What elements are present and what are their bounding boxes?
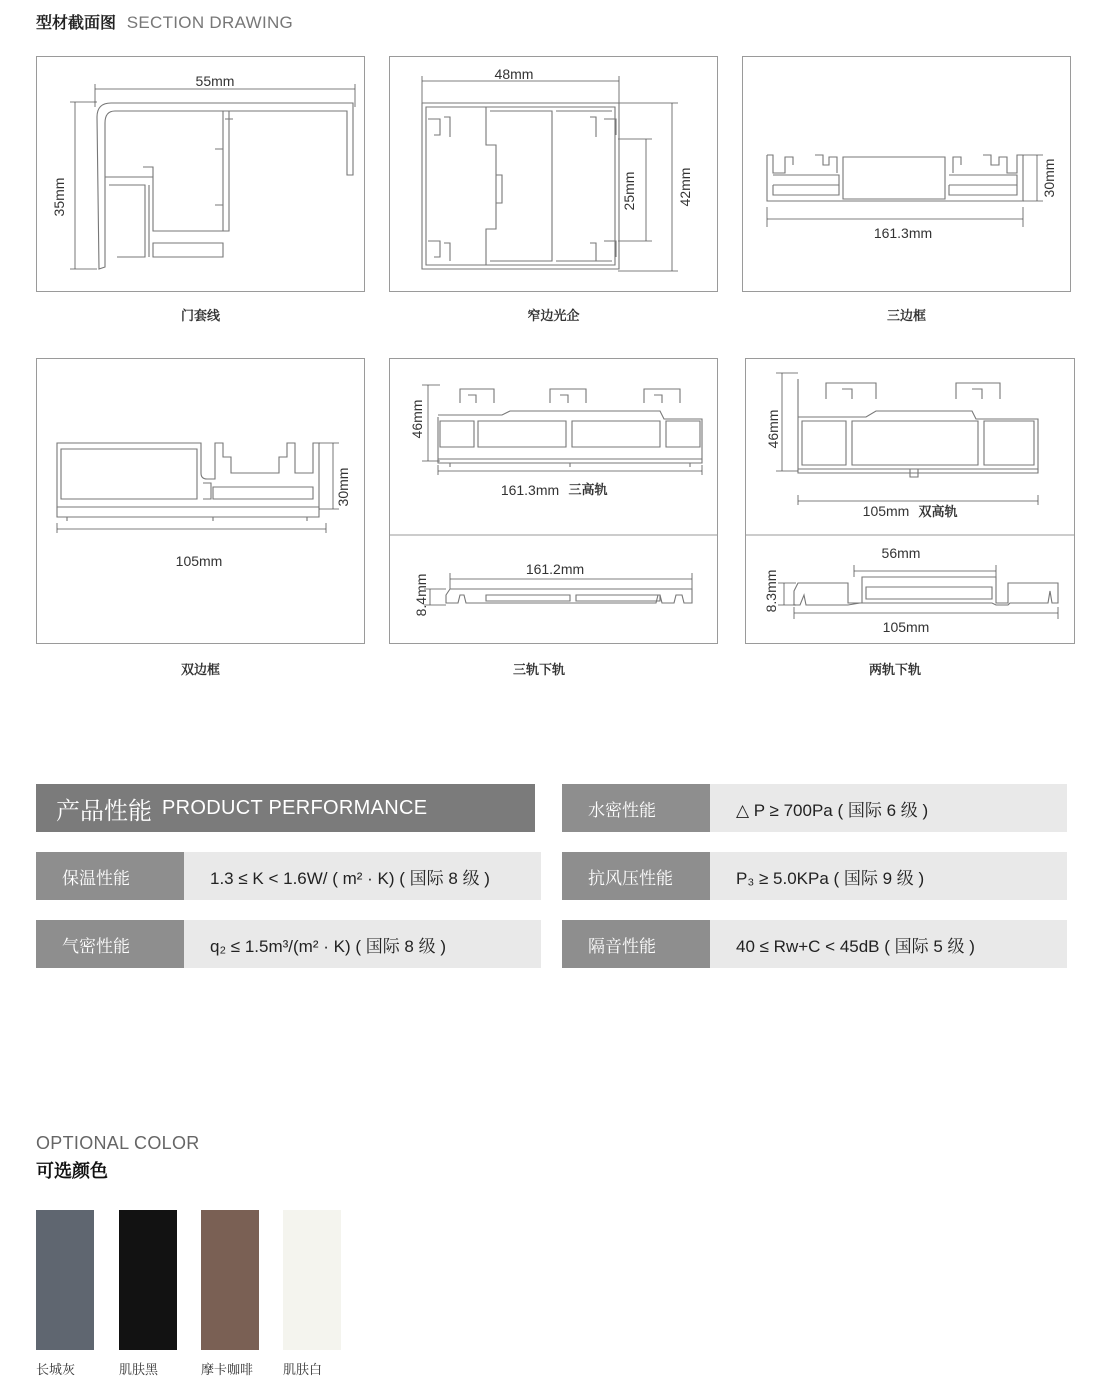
dim-inner: 25mm [621, 171, 637, 211]
profile-name-three-track: 三轨下轨 [512, 662, 565, 677]
upper-label: 三高轨 [568, 482, 608, 497]
dim-width: 48mm [494, 66, 534, 82]
performance-row-water [562, 784, 1067, 832]
performance-value: △ P ≥ 700Pa ( 国际 6 级 ) [710, 784, 1067, 832]
color-name: 肌肤白 [283, 1362, 323, 1377]
performance-label: 水密性能 [562, 784, 710, 832]
dim-upper-width: 105mm [862, 503, 910, 519]
performance-row-insulation [36, 852, 541, 900]
profile-name-door-trim: 门套线 [180, 308, 220, 323]
performance-label: 气密性能 [36, 920, 184, 968]
dim-lower-width: 161.2mm [525, 561, 585, 577]
profile-box-triple-frame [742, 56, 1071, 292]
profile-box-three-track [389, 358, 718, 644]
profile-name-two-track: 两轨下轨 [868, 662, 921, 677]
dim-lower-height: 8.3mm [763, 569, 779, 613]
color-name: 长城灰 [36, 1362, 76, 1377]
performance-value: 1.3 ≤ K < 1.6W/ ( m² · K) ( 国际 8 级 ) [184, 852, 541, 900]
dim-lower-top: 56mm [881, 545, 921, 561]
performance-label: 隔音性能 [562, 920, 710, 968]
dim-height: 35mm [51, 177, 67, 217]
section-title-en: SECTION DRAWING [126, 13, 294, 32]
dim-width: 55mm [195, 73, 235, 89]
colors-title-en: OPTIONAL COLOR [36, 1133, 200, 1153]
profile-drawing-two-track [746, 359, 1074, 643]
dim-height: 30mm [1041, 158, 1057, 198]
performance-label: 抗风压性能 [562, 852, 710, 900]
profile-drawing-triple-frame [743, 57, 1070, 291]
profile-box-double-frame [36, 358, 365, 644]
dim-width: 105mm [175, 553, 223, 569]
dim-lower-height: 8.4mm [413, 573, 429, 617]
performance-row-sound [562, 920, 1067, 968]
section-title [36, 10, 293, 33]
profile-box-two-track [745, 358, 1075, 644]
performance-title-cn: 产品性能 [56, 797, 152, 825]
performance-value: 40 ≤ Rw+C < 45dB ( 国际 5 级 ) [710, 920, 1067, 968]
section-title-cn: 型材截面图 [36, 15, 117, 32]
color-swatch-black[interactable] [119, 1210, 177, 1350]
color-swatch-white[interactable] [283, 1210, 341, 1350]
dim-upper-height: 46mm [765, 409, 781, 449]
color-swatch-great-wall-grey[interactable] [36, 1210, 94, 1350]
profile-drawing-double-frame [37, 359, 364, 643]
profile-name-narrow-mullion: 窄边光企 [527, 308, 580, 323]
performance-label: 保温性能 [36, 852, 184, 900]
profile-box-narrow-mullion [389, 56, 718, 292]
performance-value: q₂ ≤ 1.5m³/(m² · K) ( 国际 8 级 ) [184, 920, 541, 968]
color-name: 肌肤黑 [119, 1362, 159, 1377]
dim-height: 42mm [677, 167, 693, 207]
performance-title-en: PRODUCT PERFORMANCE [162, 796, 428, 819]
performance-row-wind [562, 852, 1067, 900]
profile-drawing-door-trim [37, 57, 364, 291]
profile-drawing-narrow-mullion [390, 57, 717, 291]
performance-row-air [36, 920, 541, 968]
dim-upper-width: 161.3mm [500, 482, 560, 498]
profile-box-door-trim [36, 56, 365, 292]
profile-name-triple-frame: 三边框 [886, 308, 926, 323]
dim-width: 161.3mm [873, 225, 933, 241]
upper-label: 双高轨 [918, 504, 958, 519]
color-name: 摩卡咖啡 [201, 1362, 254, 1377]
dim-lower-width: 105mm [882, 619, 930, 635]
performance-value: P₃ ≥ 5.0KPa ( 国际 9 级 ) [710, 852, 1067, 900]
dim-height: 30mm [335, 467, 351, 507]
color-swatch-mocha[interactable] [201, 1210, 259, 1350]
profile-name-double-frame: 双边框 [180, 662, 220, 677]
dim-upper-height: 46mm [409, 399, 425, 439]
colors-title-cn: 可选颜色 [36, 1161, 108, 1181]
performance-header [36, 784, 535, 832]
profile-drawing-three-track [390, 359, 717, 643]
